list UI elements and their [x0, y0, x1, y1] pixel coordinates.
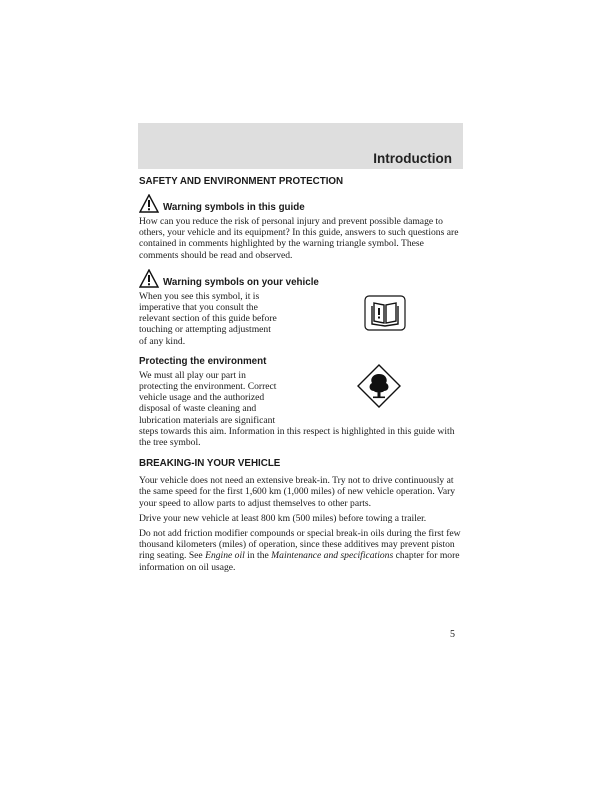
breakin-paragraph-1: Your vehicle does not need an extensive break-in. Try not to drive continuously at the same speed for the first 1,600 km (1,000 miles) of new vehicle operation. Vary your speed to allow parts to adjust themselves to other parts. [139, 475, 456, 509]
breakin-paragraph-2: Drive your new vehicle at least 800 km (500 miles) before towing a trailer. [139, 512, 427, 524]
content [139, 176, 461, 573]
warn-vehicle-heading-row [139, 269, 461, 288]
env-line: vehicle usage and the authorized [139, 392, 265, 404]
header-band [138, 123, 463, 169]
env-line: We must all play our part in [139, 369, 246, 381]
env-line: disposal of waste cleaning and [139, 403, 257, 415]
warn-vehicle-block [139, 291, 461, 347]
page-number: 5 [450, 629, 455, 640]
breakin-paragraph-3 [139, 528, 461, 573]
warn-vehicle-line: touching or attempting adjustment [139, 324, 271, 336]
warn-vehicle-heading: Warning symbols on your vehicle [163, 276, 319, 288]
breakin-p3-text: chapter for more information on oil usage. [139, 550, 460, 573]
env-text-tail: steps towards this aim. Information in this respect is highlighted in this guide with the tree symbol. [139, 425, 455, 449]
env-heading: Protecting the environment [139, 355, 267, 367]
env-block [139, 370, 461, 448]
warn-vehicle-line: relevant section of this guide before [139, 313, 277, 325]
maintenance-chapter-reference: Maintenance and specifications [271, 550, 394, 562]
section-heading-safety: SAFETY AND ENVIRONMENT PROTECTION [139, 176, 344, 187]
owner-guide-book-icon [364, 295, 406, 331]
breakin-p3-text: Do not add friction modifier compounds or special break-in oils during the first few thousand kilometers (miles) of operation, since these additives may prevent piston ring seating. See [139, 528, 461, 562]
env-line: protecting the environment. Correct [139, 381, 277, 393]
warn-guide-text: How can you reduce the risk of personal injury and prevent possible damage to others, your vehicle and its equipment? In this guide, answers to such questions are contained in comments highlighted by the warning triangle symbol. These comments should be read and observed. [139, 216, 459, 261]
warn-guide-heading: Warning symbols in this guide [163, 202, 305, 213]
warn-vehicle-line: of any kind. [139, 335, 186, 347]
warn-vehicle-line: When you see this symbol, it is [139, 290, 260, 302]
breakin-p3-text: in the [244, 550, 272, 562]
section-heading-breaking-in: BREAKING-IN YOUR VEHICLE [139, 458, 281, 470]
page-title: Introduction [373, 151, 452, 166]
warn-guide-heading-row [139, 194, 461, 213]
warning-triangle-icon [139, 194, 159, 213]
warning-triangle-icon [139, 269, 159, 288]
warn-vehicle-line: imperative that you consult the [139, 302, 258, 314]
engine-oil-reference: Engine oil [205, 550, 245, 562]
environment-tree-icon [357, 364, 401, 408]
env-line: lubrication materials are significant [139, 414, 276, 426]
